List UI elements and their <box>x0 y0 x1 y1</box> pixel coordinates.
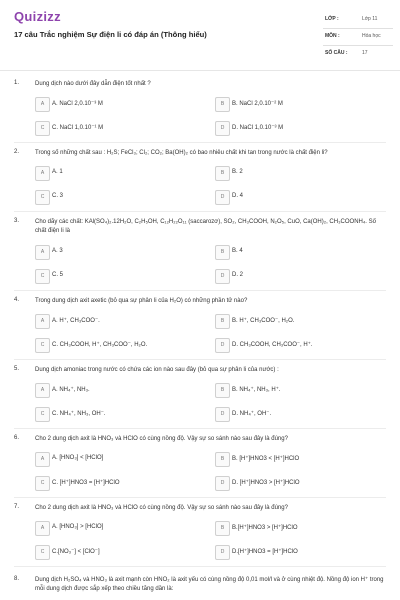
option-text: A. 1 <box>52 169 63 175</box>
option-letter-box: D <box>215 190 230 205</box>
option-text: C.[NO₃⁻] < [ClO⁻] <box>52 549 100 555</box>
option-text: D.[H⁺]HNO3 = [H⁺]HClO <box>232 549 298 555</box>
option-text: D. 2 <box>232 272 244 278</box>
page-header <box>0 0 400 71</box>
option-letter-box: D <box>215 476 230 491</box>
meta-row-subject <box>323 29 393 46</box>
option-letter-box: C <box>35 545 50 560</box>
option-text: A. [HNO₃] > [HClO] <box>52 524 104 530</box>
option-text: B. 2 <box>232 169 243 175</box>
option-d[interactable] <box>215 121 380 136</box>
option-c[interactable] <box>35 407 200 422</box>
option-letter-box: C <box>35 407 50 422</box>
option-text: A. [HNO₃] < [HClO] <box>52 455 104 461</box>
meta-row-count <box>323 46 393 62</box>
option-letter-box: A <box>35 97 50 112</box>
option-text: B. [H⁺]HNO3 < [H⁺]HClO <box>232 456 300 462</box>
divider <box>14 290 386 291</box>
option-text: A. NaCl 2,0.10⁻³ M <box>52 101 103 107</box>
option-a[interactable] <box>35 166 200 181</box>
option-letter-box: D <box>215 269 230 284</box>
question-number: 1. <box>14 80 20 86</box>
option-a[interactable] <box>35 314 200 329</box>
meta-value: 17 <box>362 50 368 56</box>
question-text: Cho 2 dung dịch axit là HNO₃ và HClO có cùng nồng độ. Vậy sự so sánh nào sau đây là đúng? <box>35 505 288 511</box>
question-text: Trong dung dịch axit axetic (bỏ qua sự phân li của H₂O) có những phần tử nào? <box>35 298 248 304</box>
option-letter-box: D <box>215 545 230 560</box>
option-a[interactable] <box>35 383 200 398</box>
option-text: B.[H⁺]HNO3 > [H⁺]HClO <box>232 525 298 531</box>
divider <box>14 211 386 212</box>
question-text: Dung dịch nào dưới đây dẫn điện tốt nhất ? <box>35 81 151 87</box>
question-number: 5. <box>14 366 20 372</box>
option-c[interactable] <box>35 269 200 284</box>
question-number: 3. <box>14 218 20 224</box>
option-text: D. 4 <box>232 193 244 199</box>
option-letter-box: D <box>215 121 230 136</box>
quizizz-logo: Quizizz <box>14 9 61 24</box>
option-letter-box: A <box>35 245 50 260</box>
option-text: B. NH₄⁺, NH₃, H⁺. <box>232 387 281 393</box>
option-letter-box: A <box>35 452 50 467</box>
question-number: 2. <box>14 149 20 155</box>
option-text: C. NH₄⁺, NH₃, OH⁻. <box>52 411 106 417</box>
question-number: 8. <box>14 576 20 582</box>
question-text: Cho 2 dung dịch axit là HNO₃ và HClO có cùng nồng độ. Vậy sự so sánh nào sau đây là đúng? <box>35 436 288 442</box>
option-text: C. 5 <box>52 272 64 278</box>
option-letter-box: A <box>35 383 50 398</box>
option-text: D. NaCl 1,0.10⁻³ M <box>232 125 284 131</box>
option-text: A. 3 <box>52 248 63 254</box>
option-letter-box: B <box>215 245 230 260</box>
meta-value: Hóa học <box>362 33 381 39</box>
option-letter-box: B <box>215 521 230 536</box>
option-c[interactable] <box>35 476 200 491</box>
option-b[interactable] <box>215 521 380 536</box>
option-d[interactable] <box>215 269 380 284</box>
option-letter-box: A <box>35 521 50 536</box>
option-c[interactable] <box>35 121 200 136</box>
option-text: A. H⁺, CH₃COO⁻. <box>52 318 100 324</box>
option-c[interactable] <box>35 545 200 560</box>
meta-label: LỚP : <box>325 16 339 22</box>
divider <box>14 497 386 498</box>
meta-label: MÔN : <box>325 33 340 39</box>
option-a[interactable] <box>35 245 200 260</box>
meta-value: Lớp 11 <box>362 16 378 22</box>
option-text: D. NH₄⁺, OH⁻. <box>232 411 272 417</box>
question-text: Dung dịch amoniac trong nước có chứa các ion nào sau đây (bỏ qua sự phân li của nước) : <box>35 367 279 373</box>
option-letter-box: A <box>35 314 50 329</box>
option-text: B. NaCl 2,0.10⁻² M <box>232 101 283 107</box>
option-a[interactable] <box>35 521 200 536</box>
option-text: B. H⁺, CH₃COO⁻, H₂O. <box>232 318 295 324</box>
option-a[interactable] <box>35 452 200 467</box>
option-text: A. NH₄⁺, NH₃. <box>52 387 90 393</box>
option-text: C. 3 <box>52 193 64 199</box>
option-letter-box: D <box>215 407 230 422</box>
divider <box>14 142 386 143</box>
option-letter-box: A <box>35 166 50 181</box>
option-letter-box: C <box>35 190 50 205</box>
option-letter-box: C <box>35 121 50 136</box>
question-number: 4. <box>14 297 20 303</box>
option-c[interactable] <box>35 338 200 353</box>
option-b[interactable] <box>215 245 380 260</box>
option-d[interactable] <box>215 407 380 422</box>
quiz-meta-table <box>323 12 393 62</box>
option-letter-box: D <box>215 338 230 353</box>
option-b[interactable] <box>215 383 380 398</box>
option-text: C. [H⁺]HNO3 = [H⁺]HClO <box>52 480 120 486</box>
option-letter-box: C <box>35 338 50 353</box>
divider <box>14 359 386 360</box>
divider <box>14 428 386 429</box>
option-b[interactable] <box>215 97 380 112</box>
option-b[interactable] <box>215 452 380 467</box>
option-a[interactable] <box>35 97 200 112</box>
question-text: Cho dãy các chất: KAl(SO₄)₂.12H₂O, C₂H₅OH, C₁₂H₂₂O₁₁ (saccarozơ), SO₂, CH₃COOH, N₂O₅, CuO, Ca(OH)₂, CH₃COONH₄. Số chất điện li là <box>35 219 376 234</box>
question-number: 7. <box>14 504 20 510</box>
question-text: Dung dịch H₂SO₄ và HNO₃ là axit mạnh còn HNO₂ là axit yếu có cùng nồng độ 0,01 mol/l và ở cùng nhiệt độ. Nồng độ ion H⁺ trong mỗi dung dịch được sắp xếp theo chiều tăng dần là: <box>35 577 384 592</box>
option-text: D. CH₃COOH, CH₃COO⁻, H⁺. <box>232 342 313 348</box>
option-text: C. NaCl 1,0.10⁻¹ M <box>52 125 104 131</box>
option-letter-box: C <box>35 269 50 284</box>
option-text: C. CH₃COOH, H⁺, CH₃COO⁻, H₂O. <box>52 342 148 348</box>
meta-label: SỐ CÂU : <box>325 50 348 56</box>
option-letter-box: B <box>215 97 230 112</box>
option-b[interactable] <box>215 314 380 329</box>
option-letter-box: B <box>215 452 230 467</box>
option-d[interactable] <box>215 338 380 353</box>
option-letter-box: C <box>35 476 50 491</box>
option-d[interactable] <box>215 190 380 205</box>
option-text: B. 4 <box>232 248 243 254</box>
option-c[interactable] <box>35 190 200 205</box>
option-d[interactable] <box>215 476 380 491</box>
option-text: D. [H⁺]HNO3 > [H⁺]HClO <box>232 480 300 486</box>
option-d[interactable] <box>215 545 380 560</box>
meta-row-grade <box>323 12 393 29</box>
option-letter-box: B <box>215 383 230 398</box>
option-letter-box: B <box>215 166 230 181</box>
question-number: 6. <box>14 435 20 441</box>
quiz-title: 17 câu Trắc nghiệm Sự điện li có đáp án (Thông hiểu) <box>14 30 207 39</box>
option-letter-box: B <box>215 314 230 329</box>
divider <box>14 566 386 567</box>
option-b[interactable] <box>215 166 380 181</box>
question-text: Trong số những chất sau : H₂S; FeCl₃; Cl₂; CO₂; Ba(OH)₂ có bao nhiêu chất khi tan trong nước là chất điện li? <box>35 150 328 156</box>
